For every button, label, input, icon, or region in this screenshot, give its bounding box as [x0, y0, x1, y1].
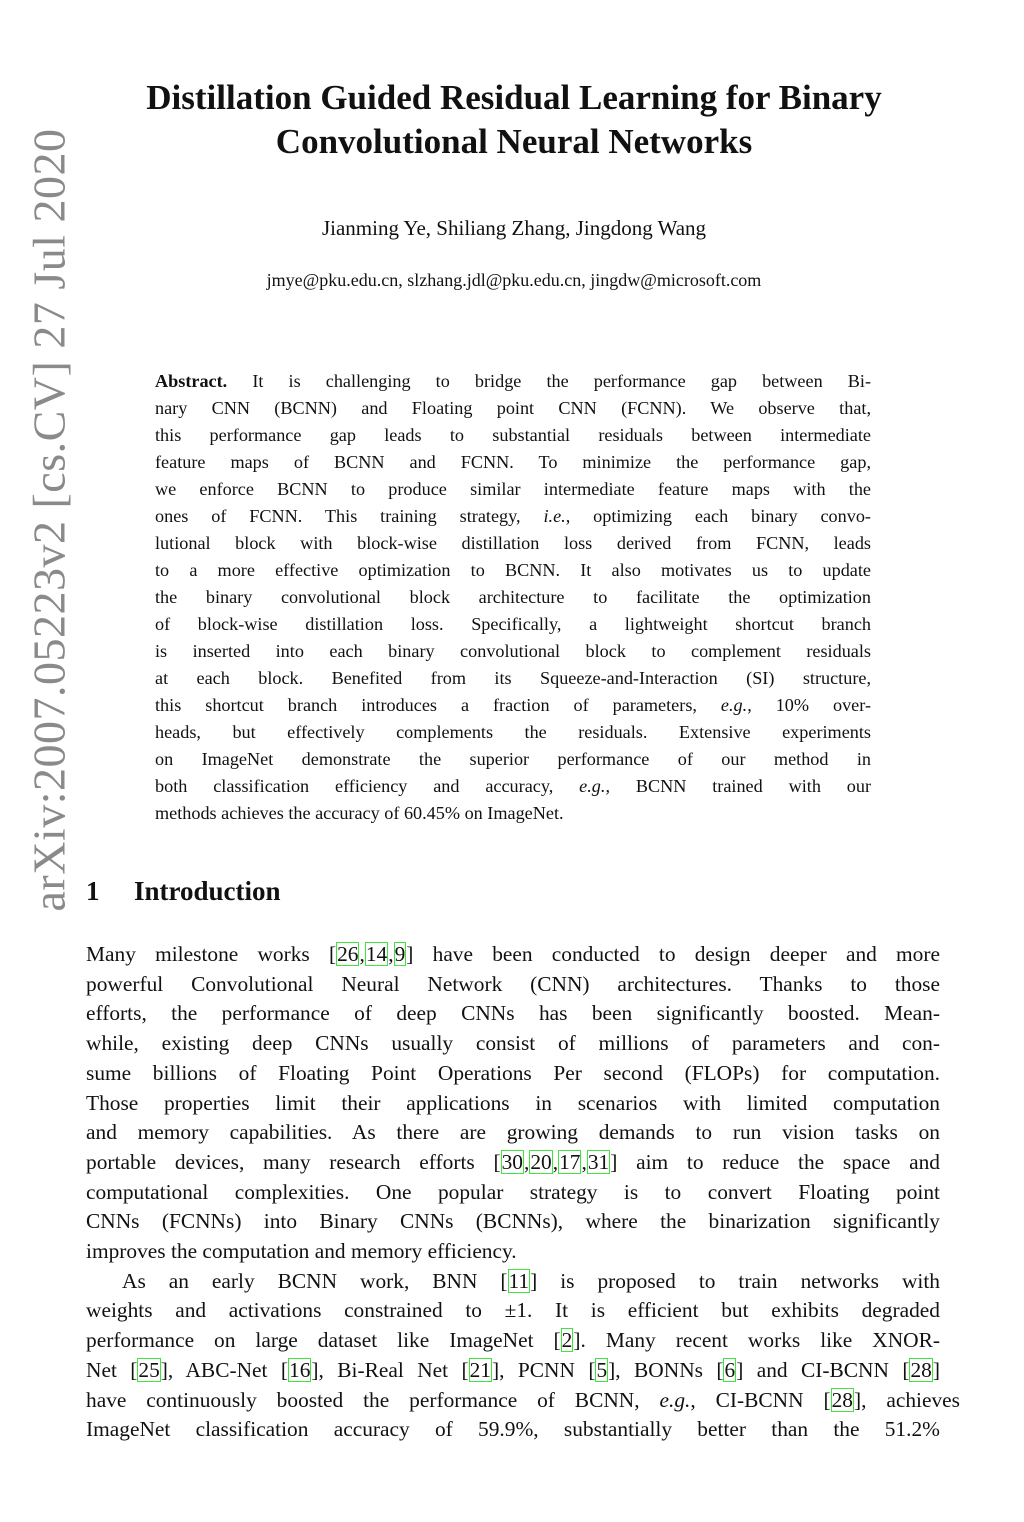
body-line: ImageNet classification accuracy of 59.9%, substantially better than the 51.2% [86, 1417, 940, 1442]
abstract-line: the binary convolutional block architecture to facilitate the optimization [155, 587, 871, 607]
abstract-label: Abstract. [155, 371, 228, 391]
section-title: Introduction [134, 876, 281, 906]
body-line: have continuously boosted the performance of BCNN, e.g., CI-BCNN [28], achieves [86, 1387, 960, 1412]
body-line: powerful Convolutional Neural Network (CNN) architectures. Thanks to those [86, 971, 940, 996]
citation-link[interactable]: 2 [561, 1328, 573, 1353]
citation-link[interactable]: 11 [508, 1268, 530, 1293]
abstract-line: feature maps of BCNN and FCNN. To minimize the performance gap, [155, 452, 871, 472]
citation-link[interactable]: 14 [365, 942, 388, 966]
abstract-line: is inserted into each binary convolutional block to complement residuals [155, 641, 871, 661]
body-line: performance on large dataset like ImageNet [2]. Many recent works like XNOR- [86, 1328, 941, 1353]
body-line: and memory capabilities. As there are growing demands to run vision tasks on [86, 1120, 940, 1145]
abstract [155, 368, 871, 827]
abstract-line: heads, but effectively complements the residuals. Extensive experiments [155, 722, 871, 742]
abstract-line: Abstract. It is challenging to bridge the performance gap between Bi- [155, 371, 871, 391]
abstract-line: methods achieves the accuracy of 60.45% on ImageNet. [155, 803, 564, 823]
body-line: sume billions of Floating Point Operations Per second (FLOPs) for computation. [86, 1060, 940, 1085]
arxiv-identifier: arXiv:2007.05223v2 [cs.CV] 27 Jul 2020 [23, 128, 75, 912]
citation-link[interactable]: 6 [724, 1357, 736, 1382]
citation-link[interactable]: 5 [596, 1357, 608, 1382]
body-text [86, 940, 960, 1445]
citation-link[interactable]: 20 [530, 1149, 552, 1174]
body-line: computational complexities. One popular strategy is to convert Floating point [86, 1179, 940, 1204]
body-line: efforts, the performance of deep CNNs has been significantly boosted. Mean- [86, 1001, 940, 1026]
abstract-line: at each block. Benefited from its Squeeze-and-Interaction (SI) structure, [155, 668, 871, 688]
body-line: Those properties limit their applications in scenarios with limited computation [86, 1090, 940, 1115]
body-line: As an early BCNN work, BNN [11] is proposed to train networks with [122, 1268, 940, 1293]
abstract-line: nary CNN (BCNN) and Floating point CNN (FCNN). We observe that, [155, 398, 871, 418]
citation-link[interactable]: 28 [831, 1387, 853, 1412]
abstract-line: this performance gap leads to substantial residuals between intermediate [155, 425, 871, 445]
body-line: portable devices, many research efforts [30,20,17,31] aim to reduce the space and [86, 1149, 941, 1174]
body-line: while, existing deep CNNs usually consist of millions of parameters and con- [86, 1031, 940, 1056]
body-line: improves the computation and memory efficiency. [86, 1239, 517, 1264]
citation-link[interactable]: 9 [394, 942, 406, 966]
section-number: 1 [86, 876, 100, 906]
section-heading [86, 876, 281, 907]
citation-link[interactable]: 30 [501, 1149, 523, 1174]
abstract-line: to a more effective optimization to BCNN. It also motivates us to update [155, 560, 871, 580]
body-line: CNNs (FCNNs) into Binary CNNs (BCNNs), where the binarization significantly [86, 1209, 940, 1234]
abstract-line: this shortcut branch introduces a fraction of parameters, e.g., 10% over- [155, 695, 872, 715]
body-line: Many milestone works [26,14,9] have been conducted to design deeper and more [86, 942, 940, 966]
citation-link[interactable]: 26 [337, 942, 359, 966]
title-line-2: Convolutional Neural Networks [275, 122, 753, 161]
citation-link[interactable]: 21 [469, 1357, 491, 1382]
title-line-1: Distillation Guided Residual Learning for Binary [146, 78, 882, 117]
abstract-line: both classification efficiency and accuracy, e.g., BCNN trained with our [155, 776, 872, 796]
abstract-line: lutional block with block-wise distillation loss derived from FCNN, leads [155, 533, 871, 553]
body-line: weights and activations constrained to ±1. It is efficient but exhibits degraded [86, 1298, 940, 1323]
citation-link[interactable]: 25 [138, 1357, 160, 1382]
author-list: Jianming Ye, Shiliang Zhang, Jingdong Wang [321, 216, 707, 240]
abstract-line: of block-wise distillation loss. Specifically, a lightweight shortcut branch [155, 614, 871, 634]
body-line: Net [25], ABC-Net [16], Bi-Real Net [21], PCNN [5], BONNs [6] and CI-BCNN [28] [86, 1357, 940, 1382]
citation-link[interactable]: 28 [910, 1357, 932, 1382]
citation-link[interactable]: 31 [587, 1149, 610, 1174]
abstract-line: on ImageNet demonstrate the superior performance of our method in [155, 749, 871, 769]
author-emails: jmye@pku.edu.cn, slzhang.jdl@pku.edu.cn, jingdw@microsoft.com [266, 270, 762, 290]
citation-link[interactable]: 17 [559, 1149, 581, 1174]
citation-link[interactable]: 16 [289, 1357, 311, 1382]
paper-title [84, 76, 944, 164]
abstract-line: ones of FCNN. This training strategy, i.e., optimizing each binary convo- [155, 506, 871, 526]
abstract-line: we enforce BCNN to produce similar intermediate feature maps with the [155, 479, 871, 499]
